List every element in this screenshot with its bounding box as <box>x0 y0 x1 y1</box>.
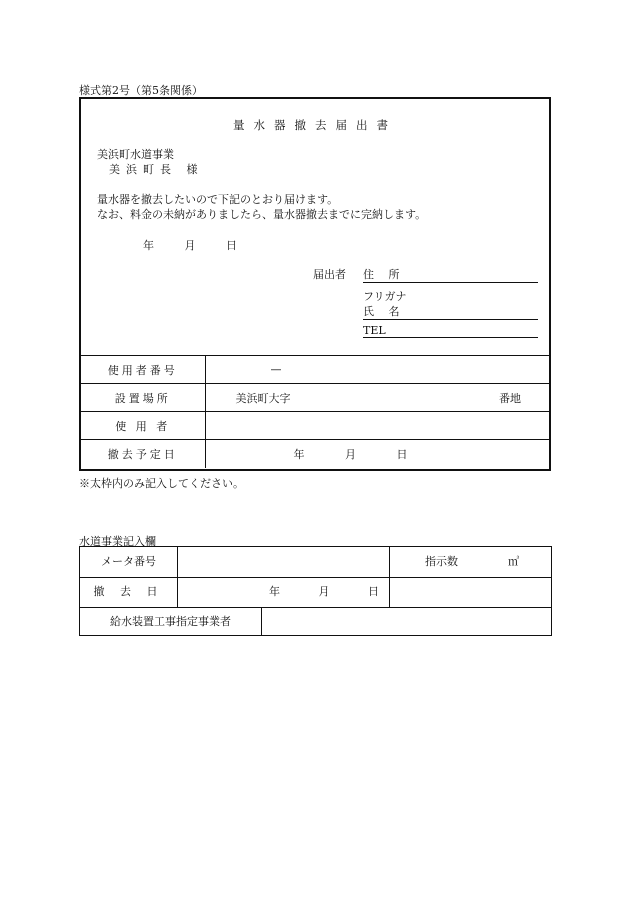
user-name-label: 使 用 者 <box>81 412 205 440</box>
table-row <box>81 412 549 440</box>
location-label: 設置場所 <box>81 384 205 412</box>
reading-label: 指示数 <box>425 555 458 568</box>
removal-month: 月 <box>345 447 356 461</box>
removal-year: 年 <box>293 447 305 461</box>
user-name-field[interactable] <box>205 412 549 440</box>
addressee-org: 美浜町水道事業 <box>97 148 174 161</box>
removal-date-field[interactable] <box>205 440 549 468</box>
address-label: 住 所 <box>363 268 400 281</box>
contractor-label-cell <box>80 607 262 636</box>
submission-date[interactable] <box>143 237 237 253</box>
removal-day: 日 <box>396 447 408 461</box>
applicant-tel-field[interactable] <box>363 324 538 338</box>
meter-number-field[interactable] <box>177 547 390 577</box>
form-number-label: 様式第2号（第5条関係） <box>79 84 203 97</box>
table-row <box>81 440 549 468</box>
meter-number-label: メータ番号 <box>101 555 156 568</box>
removal-day-label: 撤 去 日 <box>93 585 164 598</box>
instruction-note: ※太枠内のみ記入してください。 <box>79 477 244 490</box>
office-section-title: 水道事業記入欄 <box>79 535 156 548</box>
reading-unit: ㎥ <box>508 555 519 568</box>
removal-day-field[interactable] <box>177 577 390 607</box>
date-year: 年 <box>143 239 154 252</box>
contractor-field[interactable] <box>261 607 551 636</box>
location-field[interactable] <box>205 384 549 412</box>
table-row <box>81 356 549 384</box>
user-number-field[interactable] <box>205 356 549 384</box>
contractor-label: 給水装置工事指定事業者 <box>110 615 231 628</box>
office-year: 年 <box>269 585 280 598</box>
meter-number-label-cell <box>80 547 178 577</box>
addressee-mayor: 美浜町長 様 <box>109 163 204 176</box>
table-row <box>81 384 549 412</box>
office-use-table <box>79 546 552 636</box>
applicant-name-field[interactable] <box>363 303 538 320</box>
applicant-furigana-label: フリガナ <box>363 290 407 303</box>
location-suffix: 番地 <box>499 391 521 405</box>
user-number-label: 使用者番号 <box>81 356 205 384</box>
name-label: 氏 名 <box>363 305 400 318</box>
statement-line-2: なお、料金の未納がありましたら、量水器撤去までに完納します。 <box>97 208 427 221</box>
applicant-label: 届出者 <box>313 268 346 281</box>
form-main-frame <box>79 97 551 471</box>
user-number-dash: — <box>270 363 282 376</box>
request-statement <box>97 192 426 222</box>
addressee-block <box>97 147 204 177</box>
tel-label: TEL <box>363 324 386 337</box>
date-month: 月 <box>184 239 196 252</box>
office-day: 日 <box>368 585 379 598</box>
statement-line-1: 量水器を撤去したいので下記のとおり届けます。 <box>97 193 339 206</box>
office-month: 月 <box>318 585 330 598</box>
date-day: 日 <box>226 239 237 252</box>
removal-day-label-cell <box>80 577 178 607</box>
removal-date-label: 撤去予定日 <box>81 440 205 468</box>
location-prefix: 美浜町大字 <box>235 391 291 405</box>
applicant-address-field[interactable] <box>363 266 538 283</box>
registration-table <box>81 355 549 468</box>
form-title: 量水器撤去届出書 <box>233 118 397 132</box>
